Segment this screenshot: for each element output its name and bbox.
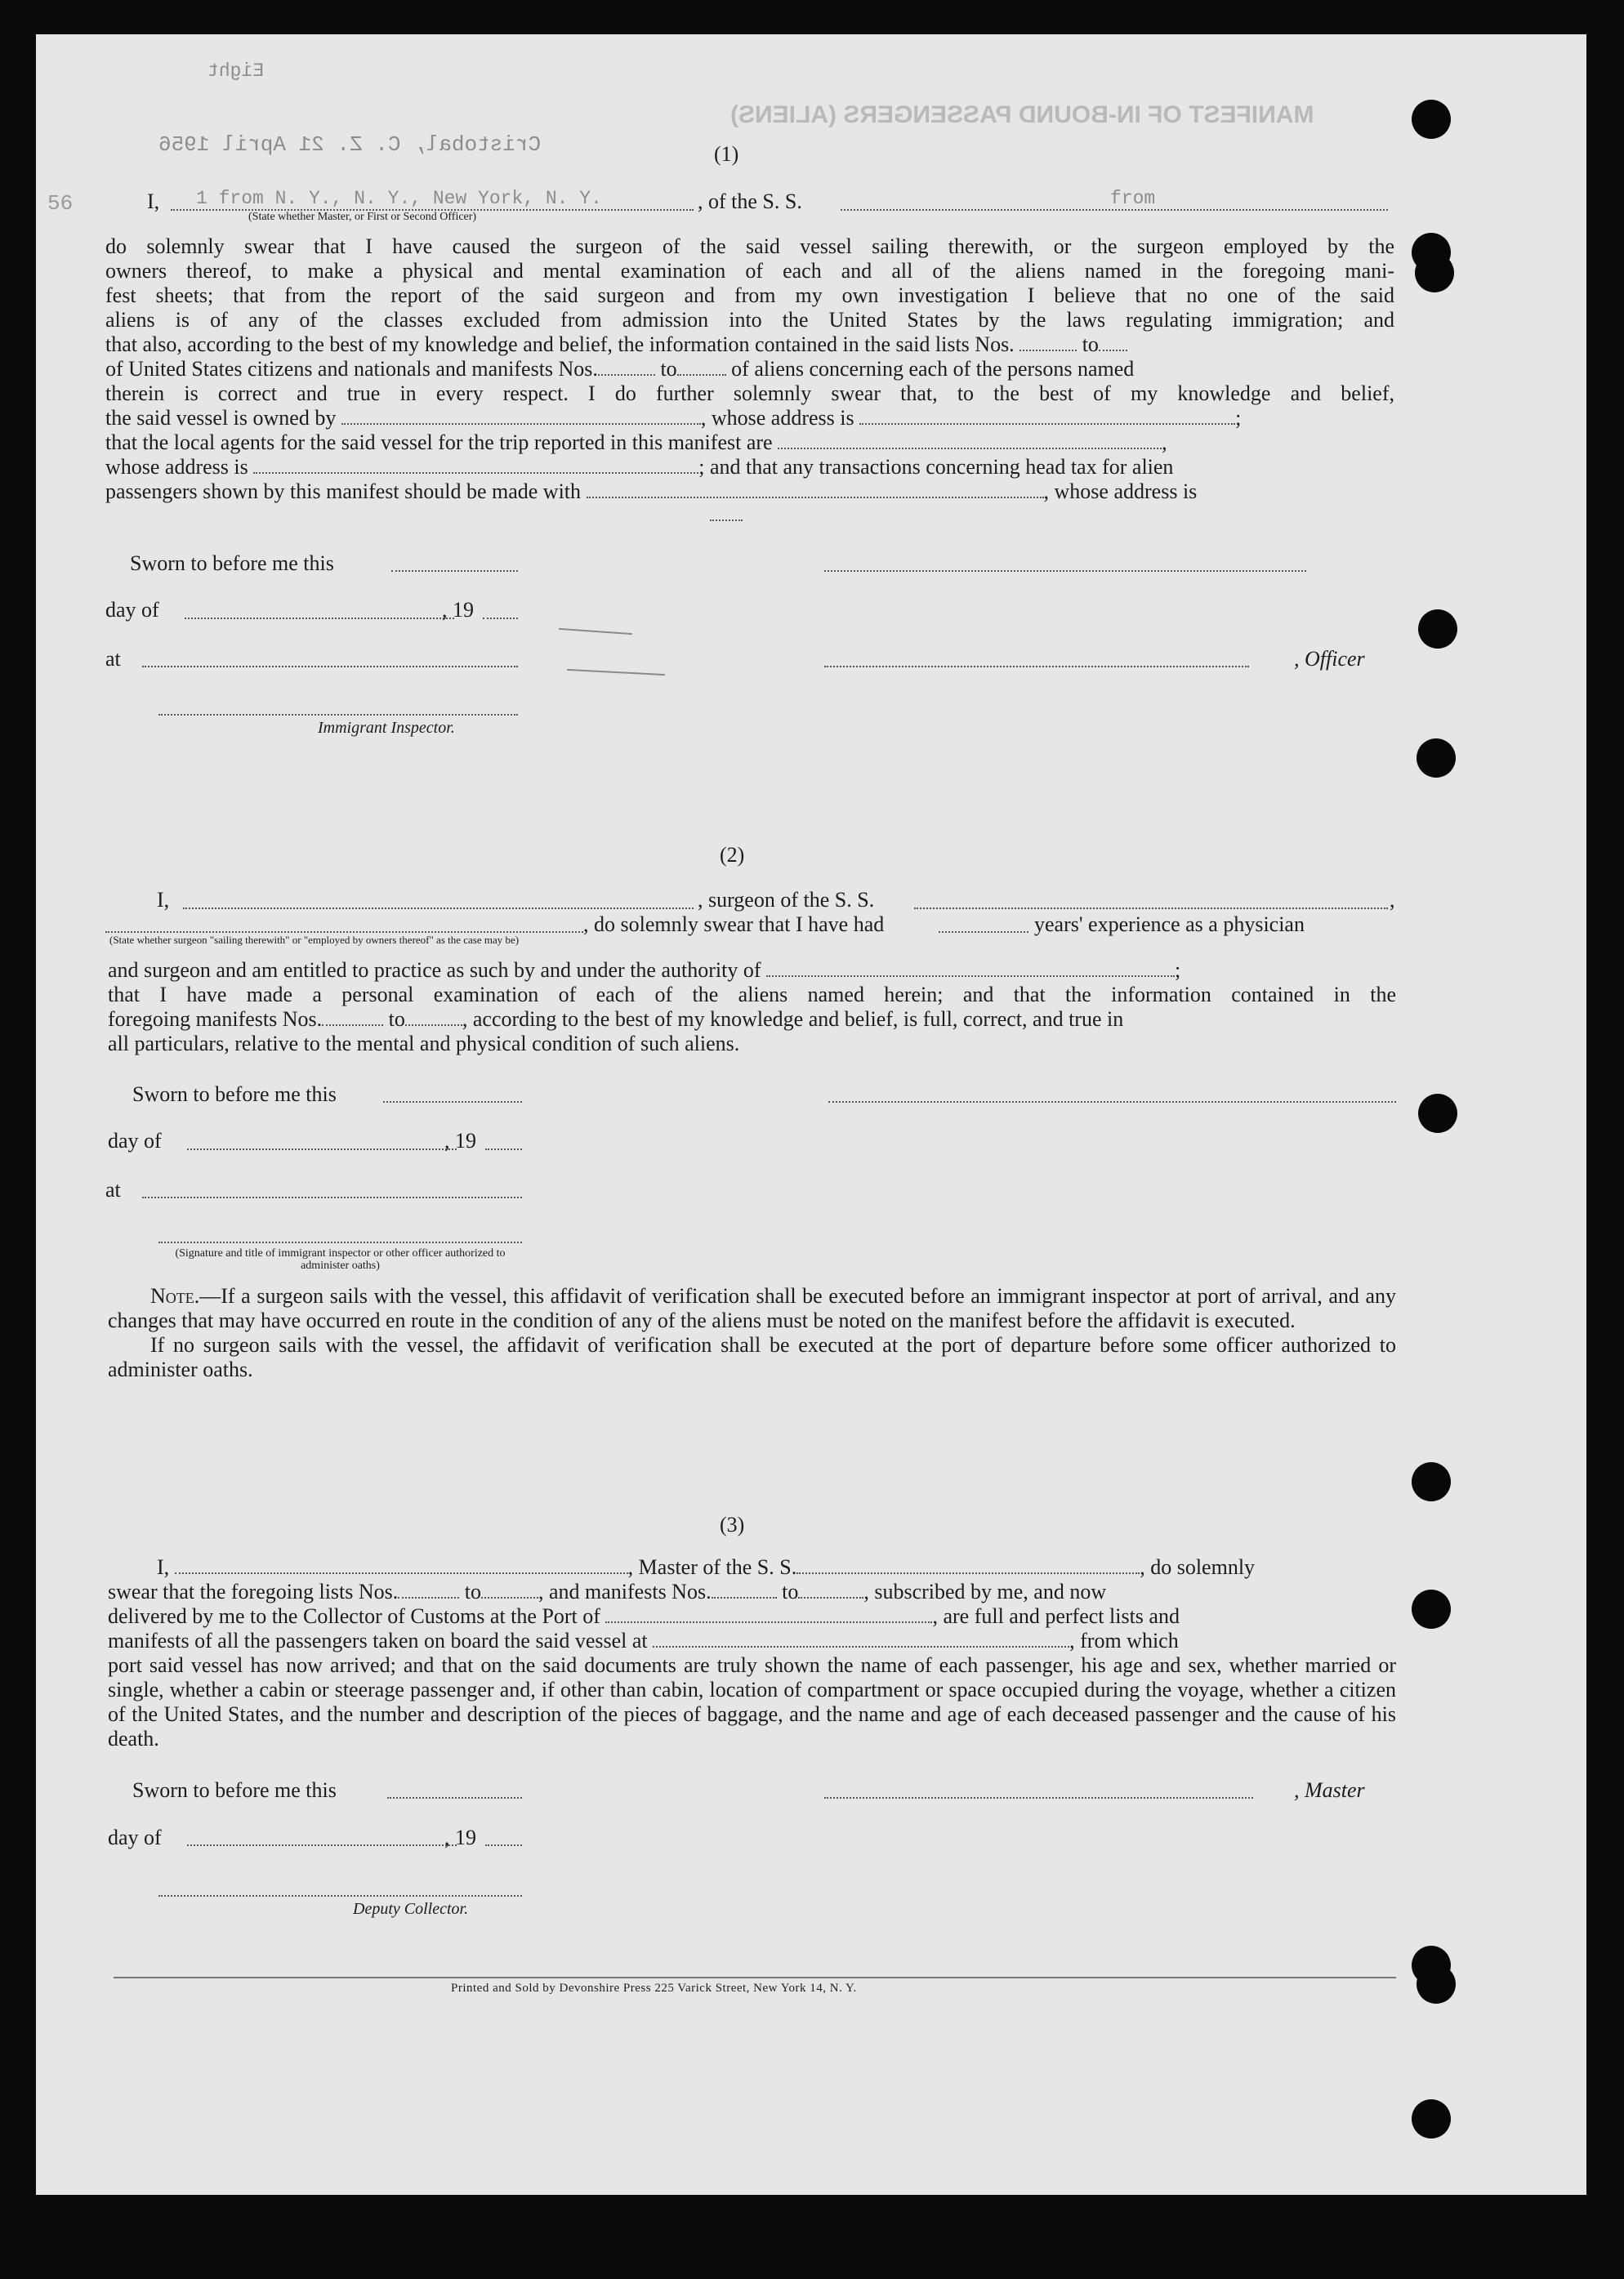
s2-vessel-field: [914, 908, 1388, 909]
s1-line-11: passengers shown by this manifest should be made with , whose address is: [105, 479, 1198, 503]
s1-line-2: owners thereof, to make a physical and mental examination of each and all of the aliens named in the foregoing mani-: [105, 259, 1394, 283]
s2-years-field: [939, 931, 1028, 933]
s2-line-1: and surgeon and am entitled to practice as such by and under the authority of ;: [108, 958, 1181, 982]
s3-year-field: [485, 1844, 522, 1846]
s1-sworn-field: [391, 570, 518, 572]
s1-line-5: that also, according to the best of my knowledge and belief, the information contained in the said lists Nos. to: [105, 332, 1394, 357]
s1-year-label: , 19: [442, 598, 474, 622]
faded-stamp-eight: Eight: [207, 60, 265, 82]
s1-line-4: aliens is of any of the classes excluded from admission into the United States by the laws regulating immigration; and: [105, 308, 1394, 332]
footer-rule: [114, 1977, 1396, 1978]
s1-oath-paragraph: [105, 234, 1394, 504]
s1-officer-label: , Officer: [1294, 647, 1365, 671]
s2-year-field: [485, 1148, 522, 1150]
s1-line-10: whose address is ; and that any transactions concerning head tax for alien: [105, 455, 1174, 479]
s3-oath-paragraph: [108, 1555, 1396, 1751]
s1-at-label: at: [105, 647, 121, 671]
s1-line-9: that the local agents for the said vessel for the trip reported in this manifest are ,: [105, 430, 1167, 454]
s2-years-label: years' experience as a physician: [1034, 912, 1305, 936]
section-2-number: (2): [720, 843, 745, 867]
document-page: [36, 34, 1586, 2195]
s3-day-label: day of: [108, 1826, 162, 1849]
s2-at-field: [142, 1197, 522, 1198]
s3-master-line: [824, 1797, 1253, 1799]
s1-line-1: do solemnly swear that I have caused the surgeon of the said vessel sailing therewith, or the surgeon employed by the: [105, 234, 1394, 258]
note-label: Note.: [150, 1284, 200, 1308]
s2-inspector-line: [158, 1242, 522, 1243]
s2-line-2: that I have made a personal examination of each of the aliens named herein; and that the information contained in the: [108, 983, 1396, 1006]
s1-day-label: day of: [105, 598, 159, 622]
s2-surgeon-of: , surgeon of the S. S.: [698, 888, 875, 912]
s1-line-3: fest sheets; that from the report of the said surgeon and from my own investigation I believe that no one of the said: [105, 283, 1394, 307]
s1-i-label: I,: [147, 190, 160, 213]
binder-hole: [1412, 1590, 1451, 1629]
s3-line-4: manifests of all the passengers taken on board the said vessel at , from which: [108, 1629, 1179, 1652]
s2-signature-line: [828, 1101, 1396, 1103]
s1-day-field: [185, 618, 454, 619]
note-paragraph-1: [108, 1284, 1396, 1333]
binder-hole: [1417, 738, 1456, 778]
binder-hole: [1418, 609, 1457, 649]
binder-hole: [1417, 1965, 1456, 2004]
section-3-number: (3): [720, 1513, 745, 1536]
binder-hole: [1412, 100, 1451, 139]
s1-line-8: the said vessel is owned by , whose address is ;: [105, 406, 1242, 430]
s1-trailing-dots: [710, 520, 743, 521]
s3-day-field: [187, 1844, 457, 1846]
s1-vessel-field: [841, 209, 1388, 211]
binder-hole: [1418, 1094, 1457, 1133]
binder-hole: [1412, 2099, 1451, 2139]
s2-sailing-note: (State whether surgeon "sailing therewith" or "employed by owners thereof" as the case may be): [109, 934, 520, 946]
s1-typed-officer: 1 from N. Y., N. Y., New York, N. Y.: [196, 188, 602, 209]
s3-deputy-label: Deputy Collector.: [353, 1900, 469, 1918]
s2-i-label: I,: [157, 888, 170, 912]
s2-do-swear: , do solemnly swear that I have had: [583, 912, 885, 936]
note-block: [108, 1284, 1396, 1382]
s1-line-6: of United States citizens and nationals and manifests Nos. to of aliens concerning each of the persons named: [105, 357, 1135, 381]
printer-imprint: Printed and Sold by Devonshire Press 225 Varick Street, New York 14, N. Y.: [451, 1982, 857, 1995]
faint-pen-stroke: [559, 628, 632, 635]
faint-pen-stroke-2: [567, 669, 665, 676]
note-text-1: —If a surgeon sails with the vessel, this affidavit of verification shall be executed before an immigrant inspector at port of arrival, and any changes that may have occurred en route in the condition of any of the aliens must be noted on the manifest before the affidavit is executed.: [108, 1284, 1396, 1332]
s3-line-1: I, , Master of the S. S. , do solemnly: [157, 1555, 1256, 1579]
s2-line-4: all particulars, relative to the mental and physical condition of such aliens.: [108, 1032, 740, 1055]
s1-year-field: [483, 618, 518, 619]
margin-date: 56: [47, 191, 74, 216]
s3-rest: port said vessel has now arrived; and that on the said documents are truly shown the name of each passenger, his age and sex, whether married or single, whether a cabin or steerage passenger and, if other than cabin, location of compartment or space occupied during the voyage, whether a citizen of the United States, and the number and description of the pieces of baggage, and the name and age of each deceased passenger and the cause of his death.: [108, 1653, 1396, 1751]
faded-header-title: MANIFEST OF IN-BOUND PASSENGERS (ALIENS): [730, 101, 1314, 128]
s3-line-2: swear that the foregoing lists Nos. to , and manifests Nos. to , subscribed by me, and now: [108, 1580, 1107, 1603]
s3-year-label: , 19: [444, 1826, 476, 1849]
s3-master-label: , Master: [1294, 1778, 1365, 1802]
s2-signature-note: (Signature and title of immigrant inspector or other officer authorized to administer oaths): [175, 1247, 506, 1272]
s2-day-label: day of: [108, 1129, 162, 1153]
s1-line-7: therein is correct and true in every respect. I do further solemnly swear that, to the best of my knowledge and belief,: [105, 381, 1394, 405]
s3-sworn-label: Sworn to before me this: [132, 1778, 337, 1802]
s2-sworn-field: [383, 1101, 522, 1103]
s2-oath-paragraph: [108, 958, 1396, 1056]
s1-officer-line: [824, 666, 1249, 667]
binder-hole: [1415, 253, 1454, 292]
s2-comma: ,: [1390, 888, 1395, 912]
s1-officer-note: (State whether Master, or First or Second Officer): [248, 211, 477, 223]
binder-hole: [1412, 1462, 1451, 1501]
s2-line-3: foregoing manifests Nos. to , according to the best of my knowledge and belief, is full, correct, and true in: [108, 1007, 1124, 1031]
s2-year-label: , 19: [444, 1129, 476, 1153]
s2-sworn-label: Sworn to before me this: [132, 1082, 337, 1106]
s2-at-label: at: [105, 1178, 121, 1202]
section-1-number: (1): [714, 142, 739, 166]
s3-sworn-field: [387, 1797, 522, 1799]
s2-day-field: [187, 1148, 457, 1150]
s1-inspector-label: Immigrant Inspector.: [318, 719, 455, 737]
s3-line-3: delivered by me to the Collector of Customs at the Port of , are full and perfect lists and: [108, 1604, 1180, 1628]
s1-of-ss: , of the S. S.: [698, 190, 802, 213]
faded-stamp-date: Cristobal, C. Z. 21 April 1956: [158, 132, 542, 157]
s1-officer-signature-line: [824, 570, 1306, 572]
s1-inspector-line: [158, 714, 518, 716]
s2-surgeon-name-field: [183, 908, 694, 909]
s1-at-field: [142, 666, 518, 667]
s2-sailing-field: [105, 931, 583, 933]
s1-sworn-label: Sworn to before me this: [130, 551, 334, 575]
s1-typed-from: from: [1110, 188, 1156, 209]
note-paragraph-2: If no surgeon sails with the vessel, the affidavit of verification shall be executed at the port of departure before some officer authorized to administer oaths.: [108, 1333, 1396, 1381]
s3-deputy-line: [158, 1895, 522, 1897]
